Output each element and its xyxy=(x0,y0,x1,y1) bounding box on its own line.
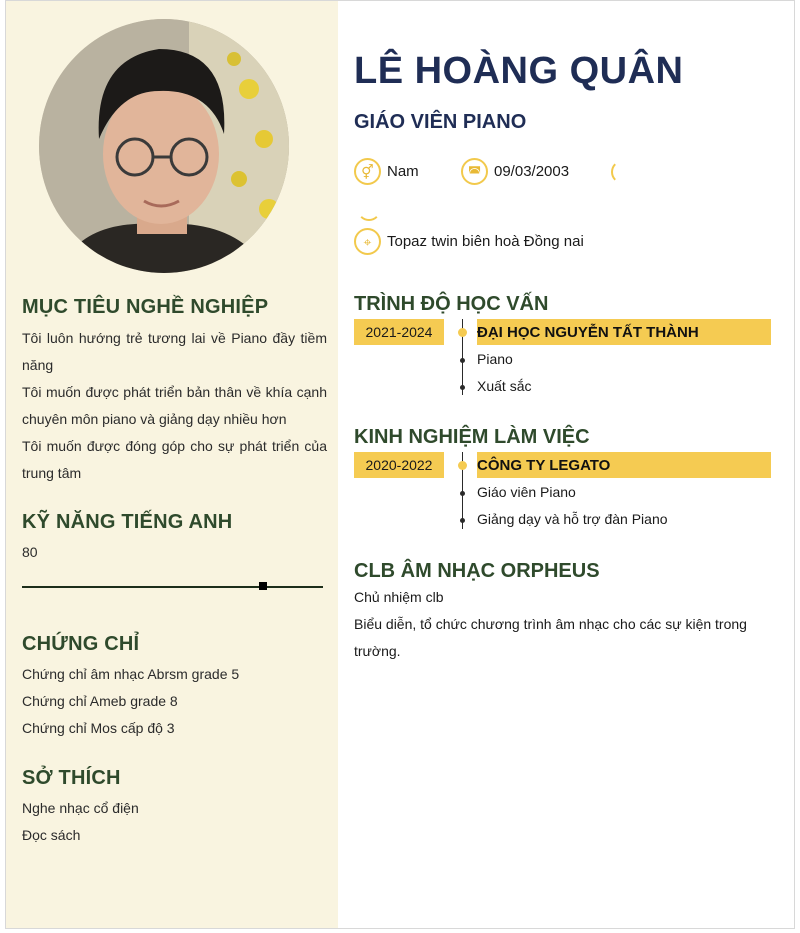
certificate-item: Chứng chỉ Ameb grade 8 xyxy=(22,693,178,709)
timeline-dot xyxy=(460,385,465,390)
club-line: Chủ nhiệm clb xyxy=(354,589,444,605)
experience-title: KINH NGHIỆM LÀM VIỆC xyxy=(354,426,590,448)
certificate-item: Chứng chỉ âm nhạc Abrsm grade 5 xyxy=(22,666,240,682)
certificates-section xyxy=(22,632,327,742)
objective-section xyxy=(22,295,327,487)
education-years: 2021-2024 xyxy=(354,319,444,345)
avatar xyxy=(39,19,289,273)
hobby-item: Nghe nhạc cổ điện xyxy=(22,800,139,816)
map-pin-icon: ⌖ xyxy=(354,228,381,255)
hobby-item: Đọc sách xyxy=(22,827,81,843)
address-value: Topaz twin biên hoà Đồng nai xyxy=(387,233,584,250)
birthday-value: 09/03/2003 xyxy=(494,163,570,180)
skill-level-knob xyxy=(259,582,267,590)
english-score: 80 xyxy=(22,544,38,560)
experience-detail: Giảng dạy và hỗ trợ đàn Piano xyxy=(477,511,668,527)
objective-paragraph: Tôi muốn được đóng góp cho sự phát triển của trung tâm xyxy=(22,438,327,481)
candidate-name: LÊ HOÀNG QUÂN xyxy=(354,50,684,92)
timeline-dot xyxy=(458,328,467,337)
certificates-title: CHỨNG CHỈ xyxy=(22,633,140,655)
gender-value: Nam xyxy=(387,163,419,180)
education-detail: Xuất sắc xyxy=(477,378,532,394)
experience-years: 2020-2022 xyxy=(354,452,444,478)
club-description xyxy=(354,584,779,665)
education-school: ĐẠI HỌC NGUYỄN TẤT THÀNH xyxy=(477,319,771,345)
education-title: TRÌNH ĐỘ HỌC VẤN xyxy=(354,293,549,315)
cv-page xyxy=(5,0,795,929)
sidebar xyxy=(6,1,338,928)
english-section xyxy=(22,510,327,566)
certificate-item: Chứng chỉ Mos cấp độ 3 xyxy=(22,720,175,736)
portrait-photo xyxy=(39,19,289,273)
english-title: KỸ NĂNG TIẾNG ANH xyxy=(22,511,233,533)
birthday-info xyxy=(461,158,569,185)
education-detail: Piano xyxy=(477,351,513,367)
job-title: GIÁO VIÊN PIANO xyxy=(354,111,527,133)
timeline-dot xyxy=(460,518,465,523)
gender-info xyxy=(354,158,419,185)
partial-ring-icon xyxy=(357,197,381,221)
experience-company: CÔNG TY LEGATO xyxy=(477,452,771,478)
objective-title: MỤC TIÊU NGHỀ NGHIỆP xyxy=(22,296,269,318)
gender-icon: ⚥ xyxy=(354,158,381,185)
address-info xyxy=(354,228,584,255)
club-line: Biểu diễn, tổ chức chương trình âm nhạc cho các sự kiện trong trường. xyxy=(354,616,747,659)
club-title: CLB ÂM NHẠC ORPHEUS xyxy=(354,560,600,582)
hobbies-title: SỞ THÍCH xyxy=(22,767,121,789)
main-content xyxy=(338,1,794,928)
objective-paragraph: Tôi luôn hướng trẻ tương lai về Piano đầy tiềm năng xyxy=(22,330,327,373)
partial-ring-icon xyxy=(611,160,635,184)
timeline-dot xyxy=(460,358,465,363)
timeline-dot xyxy=(460,491,465,496)
timeline-dot xyxy=(458,461,467,470)
english-skill-bar xyxy=(22,586,323,588)
objective-paragraph: Tôi muốn được phát triển bản thân về khía cạnh chuyên môn piano và giảng dạy nhiều hơn xyxy=(22,384,327,427)
hobbies-section xyxy=(22,766,327,849)
cake-icon: ◚ xyxy=(461,158,488,185)
experience-detail: Giáo viên Piano xyxy=(477,484,576,500)
